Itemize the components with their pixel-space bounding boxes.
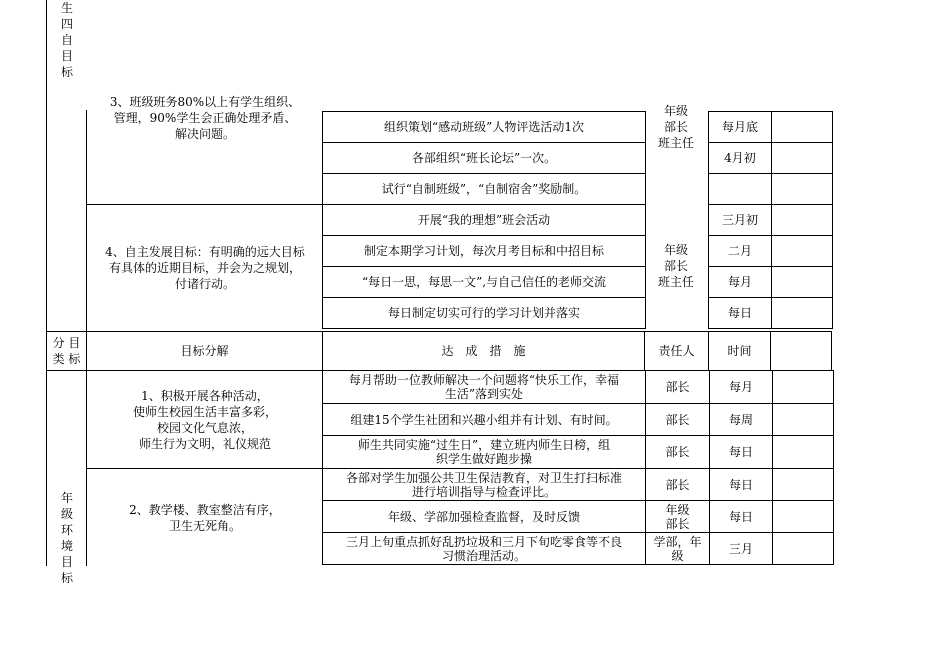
header-measures: 达 成 措 施 [441, 344, 526, 358]
env2-measure-2: 年级、学部加强检查监督，及时反馈 [387, 509, 580, 524]
env1-time-1: 每月 [728, 380, 753, 394]
env1-responsible-1: 部长 [665, 380, 690, 394]
goal4-measure-2: 制定本期学习计划，每次月考目标和中招目标 [363, 244, 604, 258]
header-decomposition: 目标分解 [180, 344, 229, 358]
goal3-responsible: 年级 部长 班主任 [657, 104, 694, 150]
env2-measure-1: 各部对学生加强公共卫生保洁教育，对卫生打扫标准 进行培训指导与检查评比。 [345, 470, 622, 499]
env2-time-3: 三月 [728, 541, 753, 556]
env1-measure-2: 组建15个学生社团和兴趣小组并有计划、有时间。 [350, 412, 618, 427]
goal3-time-table [708, 111, 833, 205]
header-responsible: 责任人 [658, 344, 695, 358]
goal4-measure-1: 开展“我的理想”班会活动 [417, 213, 551, 227]
env-goals-heading: 年 级 环 境 目 标 [60, 491, 73, 585]
env2-measure-3: 三月上旬重点抓好乱扔垃圾和三月下旬吃零食等不良 习惯治理活动。 [345, 534, 622, 563]
env1-responsible-2: 部长 [665, 412, 690, 427]
env2-text: 2、教学楼、教室整洁有序， 卫生无死角。 [129, 502, 281, 533]
goal3-time-3 [709, 174, 771, 204]
goal4-time-2: 二月 [727, 244, 752, 258]
student-goals-heading: 生 四 自 目 标 [60, 1, 73, 79]
env2-responsible-2: 年级 部长 [665, 502, 690, 531]
goal3-text: 3、班级班务80%以上有学生组织、 管理，90%学生会正确处理矛盾、 解决问题。 [109, 95, 301, 141]
goal3-table [322, 111, 646, 205]
goal3-measure-2: 各部组织“班长论坛”一次。 [411, 151, 557, 165]
goal4-text: 4、自主发展目标：有明确的远大目标 有具体的近期目标，并会为之规划， 付诸行动。 [105, 245, 305, 291]
header-divider-6 [831, 331, 832, 371]
env1-responsible-3: 部长 [665, 445, 690, 459]
left-border-line [46, 0, 47, 566]
goal4-time-table [708, 204, 833, 329]
goal-col-left-line [86, 110, 87, 332]
env1-measure-3: 师生共同实施“过生日”，建立班内师生日榜，组 织学生做好跑步操 [357, 438, 611, 466]
goal4-time-4: 每日 [727, 306, 752, 320]
env2-time-1: 每日 [728, 477, 753, 492]
header-divider-5 [770, 331, 771, 371]
env1-text: 1、积极开展各种活动， 使师生校园生活丰富多彩， 校园文化气息浓， 师生行为文明，礼仪规范 [132, 388, 277, 451]
env1-time-2: 每周 [728, 412, 753, 427]
goal3-measure-1: 组织策划“感动班级”人物评选活动1次 [384, 120, 584, 134]
env1-time-3: 每日 [728, 445, 753, 459]
env2-responsible-3: 学部，年 级 [653, 534, 702, 563]
env2-time-2: 每日 [728, 509, 753, 524]
goal3-time-1: 每月底 [721, 120, 758, 134]
goal4-table [322, 204, 646, 329]
header-time: 时间 [727, 344, 752, 358]
env2-responsible-1: 部长 [665, 477, 690, 492]
env-table [322, 370, 834, 565]
goal4-responsible: 年级 部长 班主任 [657, 243, 694, 289]
goal4-measure-4: 每日制定切实可行的学习计划并落实 [387, 306, 580, 320]
goal4-time-1: 三月初 [721, 213, 758, 227]
goal3-measure-3: 试行“自制班级”，“自制宿舍”奖励制。 [381, 182, 587, 196]
goal4-measure-3: “每日一思，每思一文”,与自己信任的老师交流 [361, 275, 607, 289]
goal4-time-3: 每月 [727, 275, 752, 289]
env1-measure-1: 每月帮助一位教师解决一个问题将“快乐工作，幸福 生活”落到实处 [348, 373, 620, 401]
header-category: 分 目 类 标 [52, 336, 81, 366]
goal3-time-2: 4月初 [724, 151, 756, 165]
